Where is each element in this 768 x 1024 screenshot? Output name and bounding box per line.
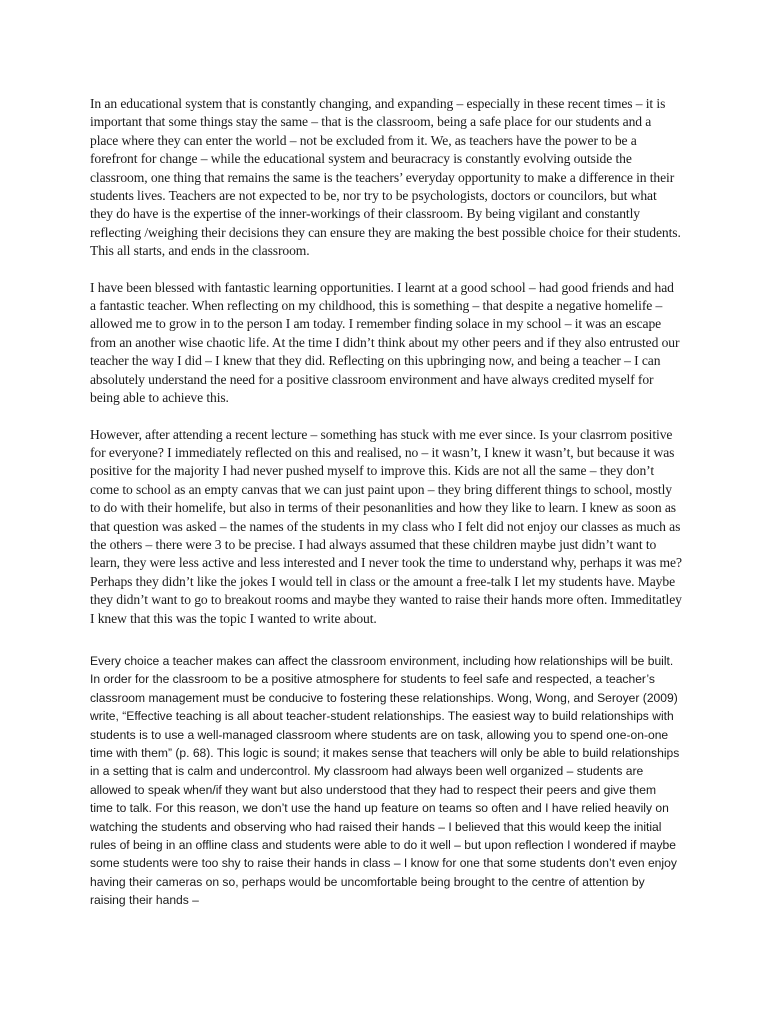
paragraph-1: In an educational system that is constantly changing, and expanding – especially in these recent times – it is important that some things stay the same – that is the classroom, being a safe place for our students and a place where they can enter the world – not be excluded from it. We, as teachers have the power to be a forefront for change – while the educational system and beuracracy is constantly evolving outside the classroom, one thing that remains the same is the teachers’ everyday opportunity to make a difference in their students lives. Teachers are not expected to be, nor try to be psychologists, doctors or councilors, but what they do have is the expertise of the inner-workings of their classroom. By being vigilant and constantly reflecting /weighing their decisions they can ensure they are making the best possible choice for their students. This all starts, and ends in the classroom. bbox=[90, 96, 681, 259]
document-page bbox=[90, 95, 682, 928]
paragraph-2: I have been blessed with fantastic learning opportunities. I learnt at a good school – had good friends and had a fantastic teacher. When reflecting on my childhood, this is something – that despite a negative homelife – allowed me to grow in to the person I am today. I remember finding solace in my school – it was an escape from an another wise chaotic life. At the time I didn’t think about my other peers and if they also entrusted our teacher the way I did – I knew that they did. Reflecting on this upbringing now, and being a teacher – I can absolutely understand the need for a positive classroom environment and have always credited myself for being able to achieve this. bbox=[90, 279, 680, 406]
paragraph-3: However, after attending a recent lecture – something has stuck with me ever since. Is your clasrrom positive for everyone? I immediately reflected on this and realised, no – it wasn’t, I knew it wasn’t, but because it was positive for the majority I had never pushed myself to improve this. Kids are not all the same – they don’t come to school as an empty canvas that we can just paint upon – they bring different things to school, mostly to do with their homelife, but also in terms of their pesonanlities and how they like to learn. I knew as soon as that question was asked – the names of the students in my class who I felt did not enjoy our classes as much as the others – there were 3 to be precise. I had always assumed that these children maybe just didn’t want to learn, they were less active and less interested and I never took the time to understand why, perhaps it was me? Perhaps they didn’t like the jokes I would tell in class or the amount a free-talk I let my students have. Maybe they didn’t want to go to breakout rooms and maybe they wanted to raise their hands more often. Immeditatley I knew that this was the topic I wanted to write about. bbox=[90, 426, 682, 626]
paragraph-4: Every choice a teacher makes can affect the classroom environment, including how relationships will be built. In order for the classroom to be a positive atmosphere for students to feel safe and respected, a teacher’s classroom management must be conducive to fostering these relationships. Wong, Wong, and Seroyer (2009) write, “Effective teaching is all about teacher-student relationships. The easiest way to build relationships with students is to use a well-managed classroom where students are on task, allowing you to spend one-on-one time with them” (p. 68). This logic is sound; it makes sense that teachers will only be able to build relationships in a setting that is calm and undercontrol. My classroom had always been well organized – students are allowed to speak when/if they want but also understood that they had to respect their peers and give them time to talk. For this reason, we don’t use the hand up feature on teams so often and I have relied heavily on watching the students and observing who had raised their hands – I believed that this would keep the initial rules of being in an offline class and students were able to do it well – but upon reflection I wondered if maybe some students were too shy to raise their hands in class – I know for one that some students don’t even enjoy having their cameras on so, perhaps would be uncomfortable being brought to the centre of attention by raising their hands – bbox=[90, 653, 680, 908]
